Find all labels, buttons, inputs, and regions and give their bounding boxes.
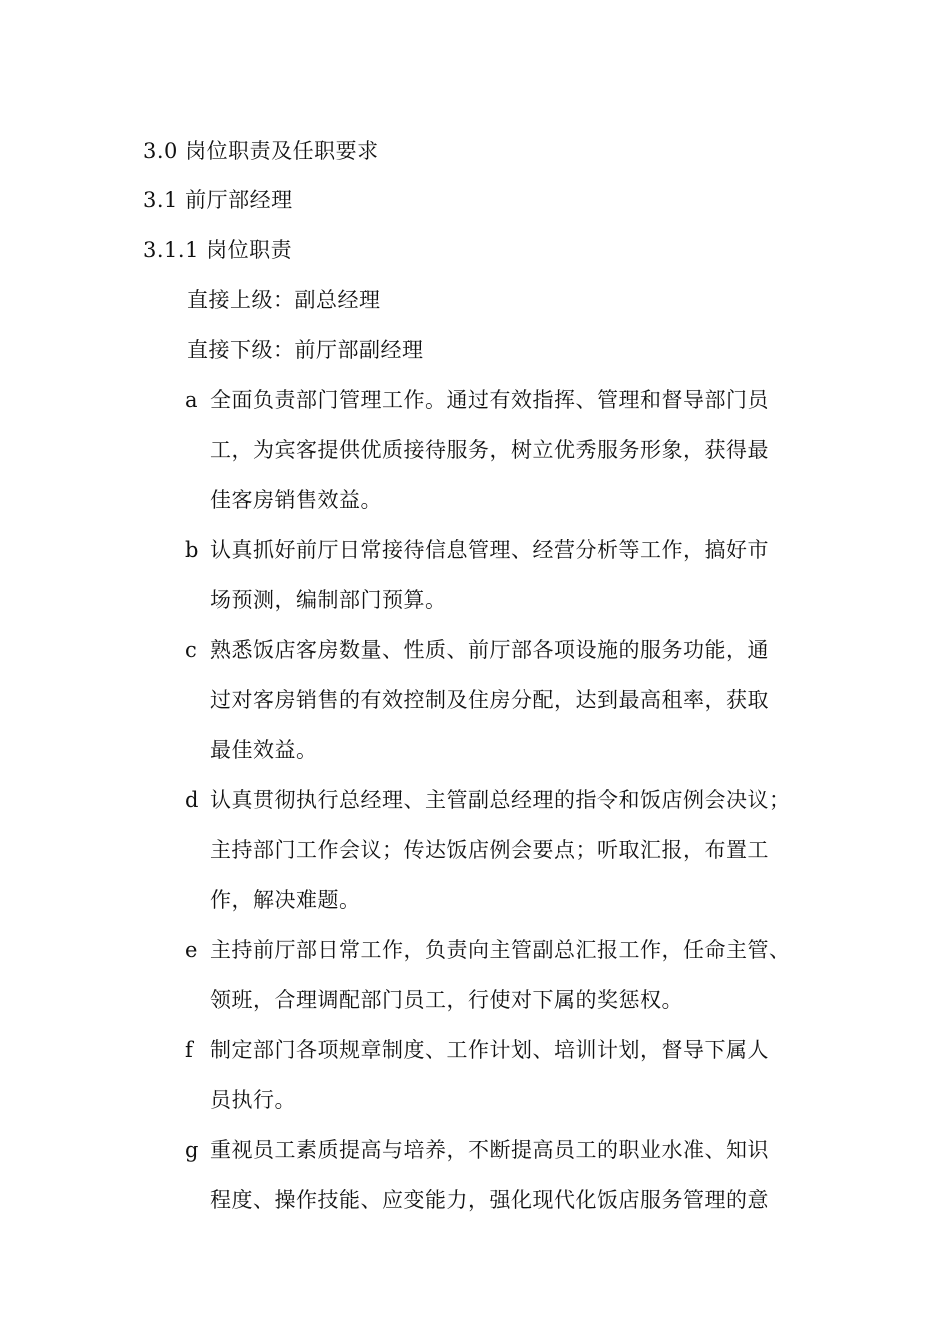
list-item-marker: a <box>185 388 199 412</box>
list-item-line: 领班，合理调配部门员工，行使对下属的奖惩权。 <box>210 988 683 1012</box>
list-item-marker: g <box>185 1138 199 1162</box>
list-item-line: 认真贯彻执行总经理、主管副总经理的指令和饭店例会决议； <box>210 788 791 812</box>
heading-3-0: 3.0 岗位职责及任职要求 <box>143 139 379 163</box>
list-item-line: 熟悉饭店客房数量、性质、前厅部各项设施的服务功能，通 <box>210 638 769 662</box>
heading-3-1-1: 3.1.1 岗位职责 <box>143 238 293 262</box>
list-item-line: 制定部门各项规章制度、工作计划、培训计划，督导下属人 <box>210 1038 769 1062</box>
list-item-line: 作，解决难题。 <box>210 888 361 912</box>
list-item-line: 员执行。 <box>210 1088 296 1112</box>
list-item-line: 最佳效益。 <box>210 738 318 762</box>
list-item-line: 认真抓好前厅日常接待信息管理、经营分析等工作，搞好市 <box>210 538 769 562</box>
list-item-line: 工，为宾客提供优质接待服务，树立优秀服务形象，获得最 <box>210 438 769 462</box>
list-item-line: 佳客房销售效益。 <box>210 488 382 512</box>
list-item-line: 主持部门工作会议；传达饭店例会要点；听取汇报，布置工 <box>210 838 769 862</box>
list-item-marker: b <box>185 538 199 562</box>
list-item-marker: e <box>185 938 198 962</box>
list-item-marker: d <box>185 788 199 812</box>
direct-subordinate: 直接下级：前厅部副经理 <box>187 338 424 362</box>
list-item-line: 程度、操作技能、应变能力，强化现代化饭店服务管理的意 <box>210 1188 769 1212</box>
list-item-line: 主持前厅部日常工作，负责向主管副总汇报工作，任命主管、 <box>210 938 791 962</box>
list-item-marker: c <box>185 638 198 662</box>
heading-3-1: 3.1 前厅部经理 <box>143 188 293 212</box>
list-item-marker: f <box>185 1038 194 1062</box>
direct-superior: 直接上级：副总经理 <box>187 288 381 312</box>
list-item-line: 全面负责部门管理工作。通过有效指挥、管理和督导部门员 <box>210 388 769 412</box>
list-item-line: 场预测，编制部门预算。 <box>210 588 447 612</box>
list-item-line: 过对客房销售的有效控制及住房分配，达到最高租率，获取 <box>210 688 769 712</box>
list-item-line: 重视员工素质提高与培养，不断提高员工的职业水准、知识 <box>210 1138 769 1162</box>
